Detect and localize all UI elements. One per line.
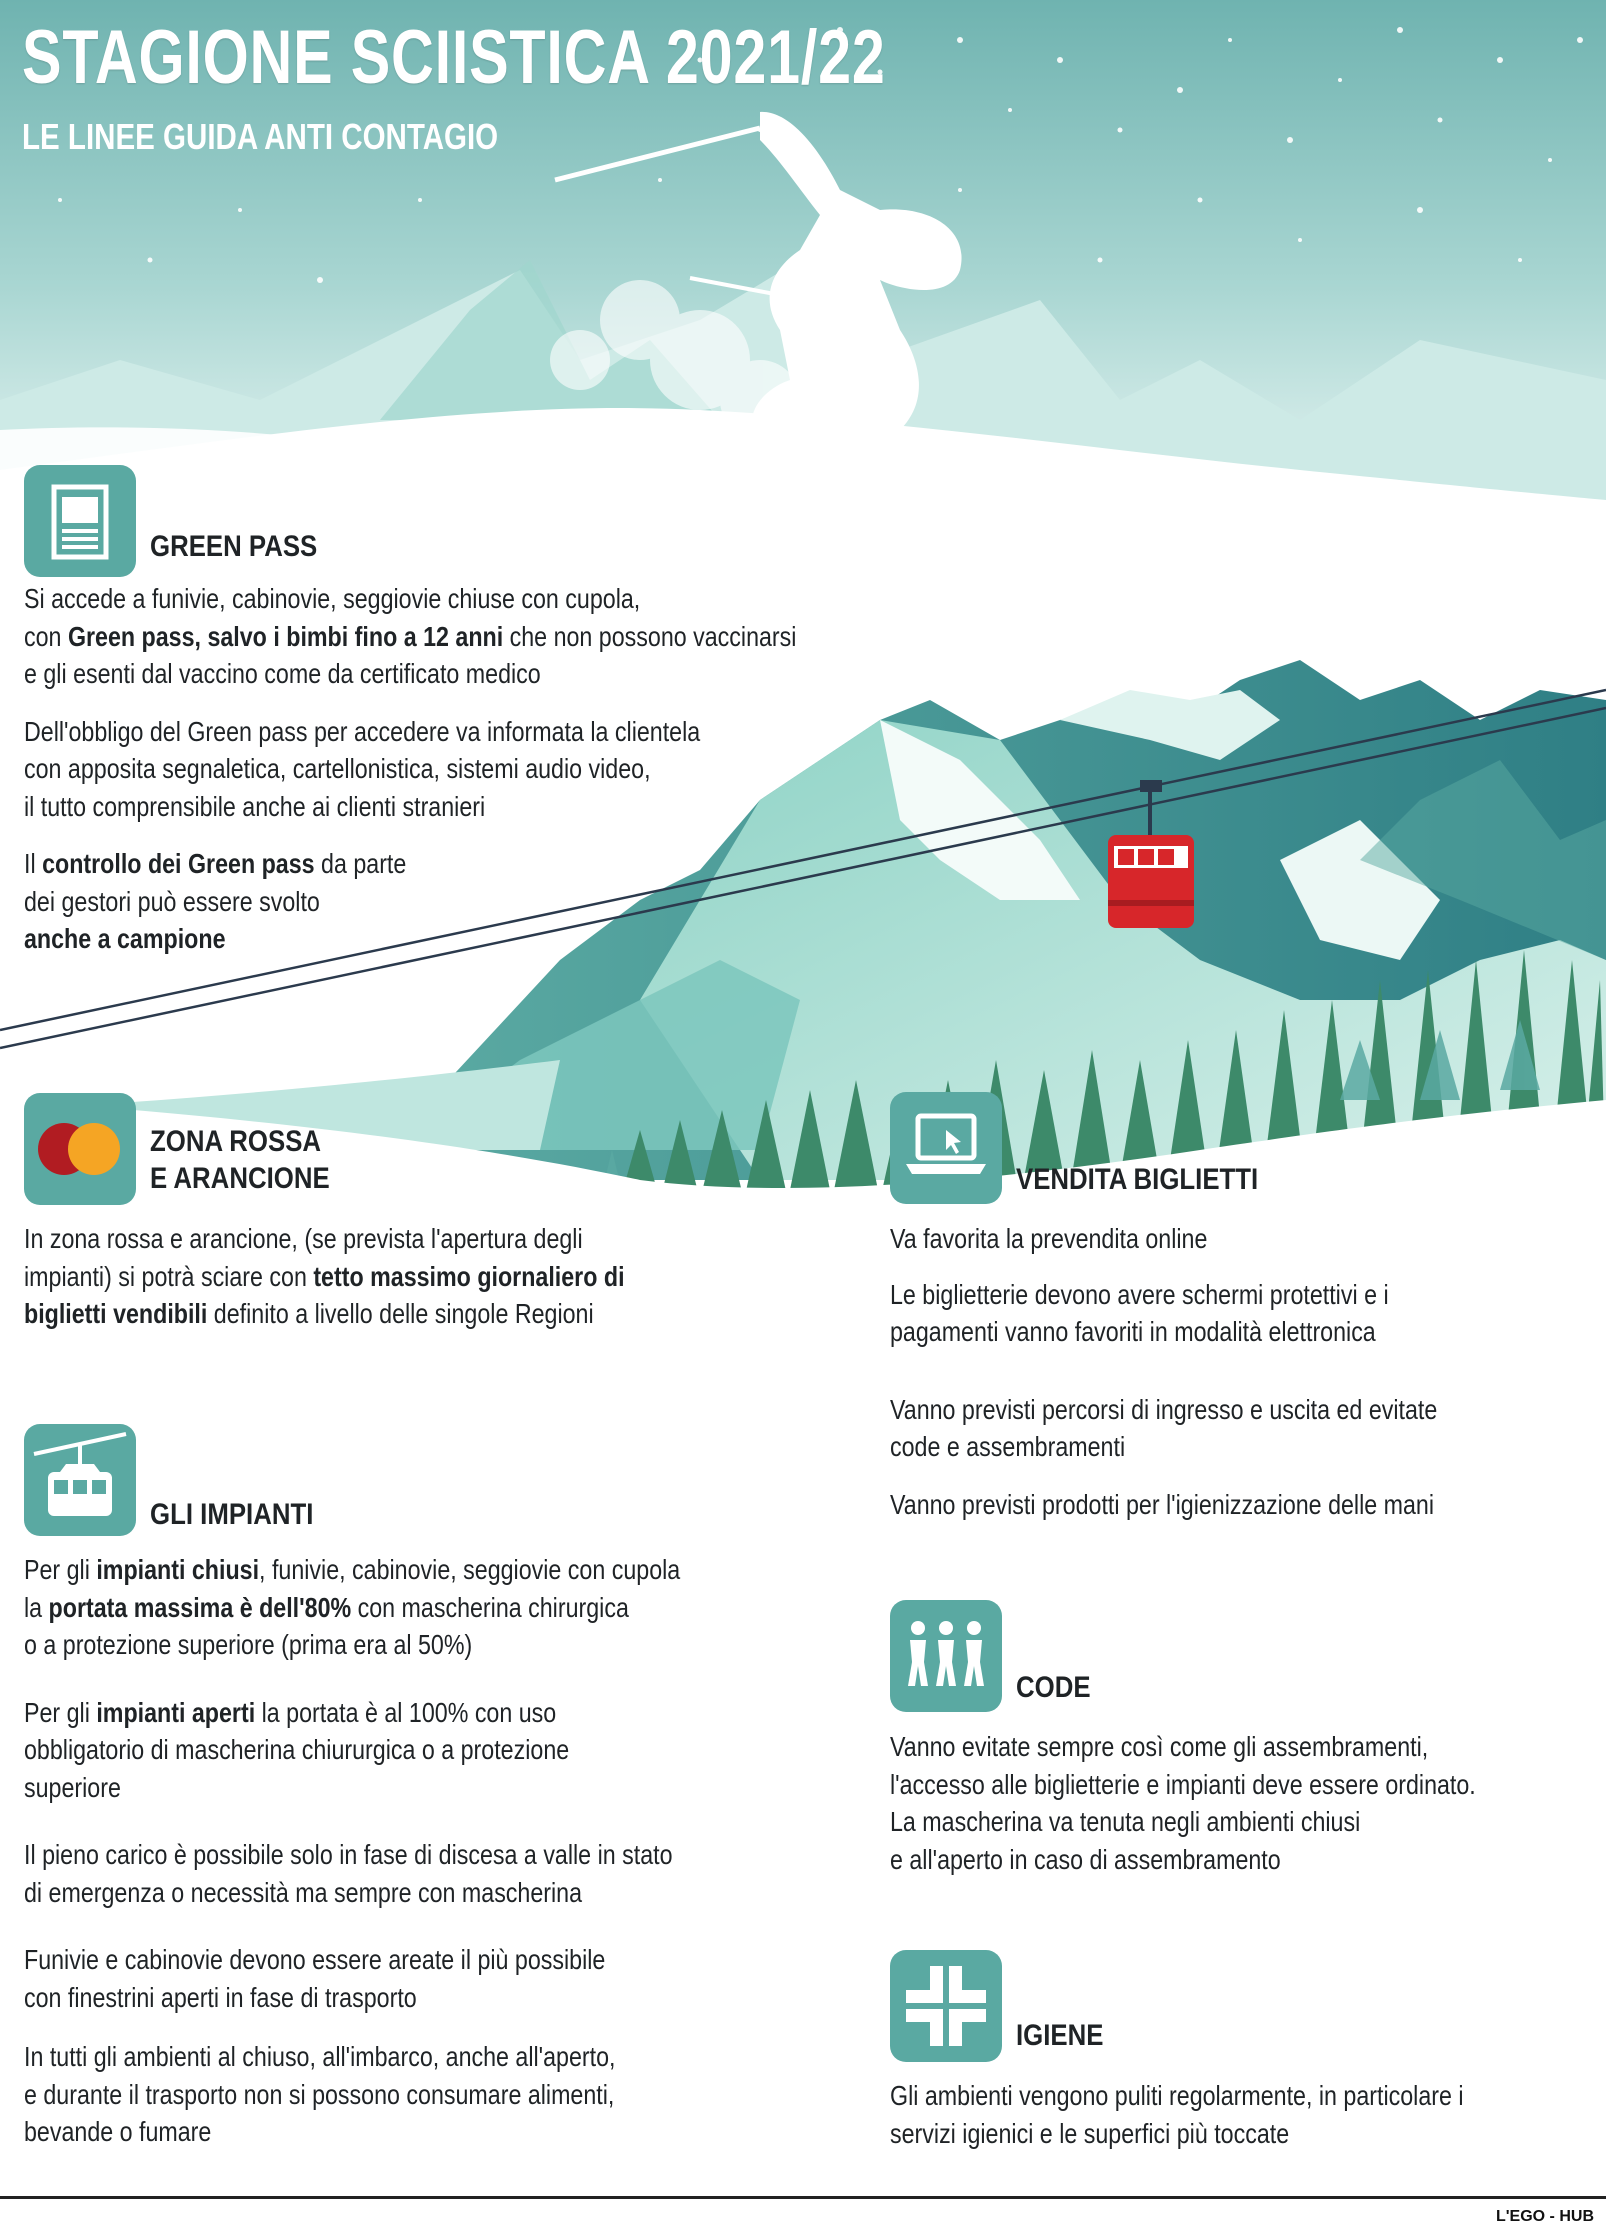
green-pass-text [24,580,796,958]
text-line [24,580,796,618]
text-run: Per gli [24,1696,97,1728]
zona-text [24,1220,625,1333]
section-title-impianti: GLI IMPIANTI [150,1498,314,1531]
text-line [890,1728,1476,1766]
bold-text: tetto massimo giornaliero di [313,1260,625,1292]
text-run: Vanno previsti percorsi di ingresso e uscita ed evitate [890,1393,1438,1425]
text-line [24,1258,625,1296]
text-line [890,1486,1437,1524]
text-line [890,1428,1437,1466]
bold-text: biglietti vendibili [24,1298,208,1329]
text-run: code e assembramenti [890,1431,1126,1462]
cable-car-icon [24,1424,136,1536]
text-run: bevande o fumare [24,2116,212,2147]
text-line [890,1220,1437,1258]
text-run: superiore [24,1771,121,1803]
text-run: da parte [314,848,407,879]
text-run: con finestrini aperti in fase di trasporto [24,1981,417,2013]
bold-text: Green pass, salvo i bimbi fino a 12 anni [67,620,504,652]
text-line [24,1979,680,2017]
text-run: di emergenza o necessità ma sempre con mascherina [24,1876,583,1908]
text-run: e durante il trasporto non si possono consumare alimenti, [24,2078,615,2110]
text-run: e all'aperto in caso di assembramento [890,1843,1281,1875]
text-line [24,845,796,883]
bold-text: controllo dei Green pass [42,848,315,879]
cross-icon [890,1950,1002,2062]
impianti-text [24,1551,680,2151]
text-line [24,2038,680,2076]
bold-text: impianti chiusi [96,1554,260,1585]
text-line [24,2076,680,2114]
text-line [24,618,796,656]
text-line [890,1313,1437,1351]
text-line [890,1841,1476,1879]
text-run: definito a livello delle singole Regioni [207,1298,594,1329]
text-run: Si accede a funivie, cabinovie, seggiovie chiuse con cupola, [24,583,641,614]
text-line [24,1551,680,1589]
text-run: con mascherina chirurgica [351,1591,629,1623]
page-subtitle: LE LINEE GUIDA ANTI CONTAGIO [22,116,499,157]
text-line [24,1626,680,1664]
text-line [890,1803,1476,1841]
text-line [890,1276,1437,1314]
text-run: Il pieno carico è possibile solo in fase di discesa a valle in stato [24,1839,673,1870]
section-title-code: CODE [1016,1671,1091,1704]
text-line [24,788,796,826]
text-run: l'accesso alle biglietterie e impianti deve essere ordinato. [890,1768,1476,1800]
text-run: obbligatorio di mascherina chiururgica o a protezione [24,1734,570,1765]
text-line [24,1941,680,1979]
red-orange-circles-icon [24,1093,136,1205]
text-run: Funivie e cabinovie devono essere areate il più possibile [24,1944,606,1975]
document-icon [24,465,136,577]
text-run: Va favorita la prevendita online [890,1223,1208,1254]
text-run: la [24,1591,49,1623]
text-run: servizi igienici e le superfici più toccate [890,2117,1290,2149]
section-title-zona-line2: E ARANCIONE [150,1162,330,1195]
text-line [890,2115,1464,2153]
text-run: Vanno previsti prodotti per l'igienizzazione delle mani [890,1488,1435,1520]
text-run: dei gestori può essere svolto [24,885,320,917]
text-line [24,1874,680,1912]
text-line [24,920,796,958]
vendita-text [890,1220,1437,1523]
igiene-text [890,2077,1464,2152]
laptop-cursor-icon [890,1092,1002,1204]
text-line [890,1766,1476,1804]
bold-text: impianti aperti [96,1696,256,1728]
text-line [24,1769,680,1807]
text-line [24,2113,680,2151]
text-line [24,883,796,921]
text-run: con apposita segnaletica, cartellonistica, sistemi audio video, [24,753,651,784]
text-line [24,655,796,693]
footer-rule [0,2196,1606,2199]
credit-label: L'EGO - HUB [1495,2208,1594,2225]
text-run: In tutti gli ambienti al chiuso, all'imbarco, anche all'aperto, [24,2041,616,2072]
text-run: Vanno evitate sempre così come gli assembramenti, [890,1731,1429,1762]
text-run: La mascherina va tenuta negli ambienti chiusi [890,1806,1361,1837]
text-line [24,1731,680,1769]
text-run: Il [24,848,43,879]
text-run: il tutto comprensibile anche ai clienti stranieri [24,790,486,822]
text-line [24,1220,625,1258]
text-run: e gli esenti dal vaccino come da certificato medico [24,658,541,689]
text-run: , funivie, cabinovie, seggiovie con cupola [259,1554,681,1585]
text-line [890,1391,1437,1429]
text-run: Le biglietterie devono avere schermi protettivi e i [890,1278,1389,1310]
text-line [24,1694,680,1732]
text-run: o a protezione superiore (prima era al 50%) [24,1629,473,1660]
section-title-vendita: VENDITA BIGLIETTI [1016,1163,1259,1196]
text-line [24,1589,680,1627]
text-line [24,1836,680,1874]
section-title-zona-line1: ZONA ROSSA [150,1125,322,1158]
text-run: impianti) si potrà sciare con [24,1260,314,1292]
text-run: In zona rossa e arancione, (se prevista l'apertura degli [24,1223,583,1254]
people-queue-icon [890,1600,1002,1712]
code-text [890,1728,1476,1878]
section-title-green-pass: GREEN PASS [150,530,318,563]
text-line [890,2077,1464,2115]
text-line [24,713,796,751]
text-run: Per gli [24,1554,97,1585]
text-run: che non possono vaccinarsi [503,620,797,652]
text-line [24,750,796,788]
text-run: Gli ambienti vengono puliti regolarmente, in particolare i [890,2080,1464,2111]
bold-text: anche a campione [24,923,226,954]
text-run: pagamenti vanno favoriti in modalità elettronica [890,1316,1376,1347]
text-run: la portata è al 100% con uso [255,1696,557,1728]
section-title-igiene: IGIENE [1016,2019,1104,2052]
page-title: STAGIONE SCIISTICA 2021/22 [22,15,886,100]
text-run: con [24,620,68,652]
text-line [24,1295,625,1333]
bold-text: portata massima è dell'80% [48,1591,352,1623]
text-run: Dell'obbligo del Green pass per accedere va informata la clientela [24,715,701,747]
